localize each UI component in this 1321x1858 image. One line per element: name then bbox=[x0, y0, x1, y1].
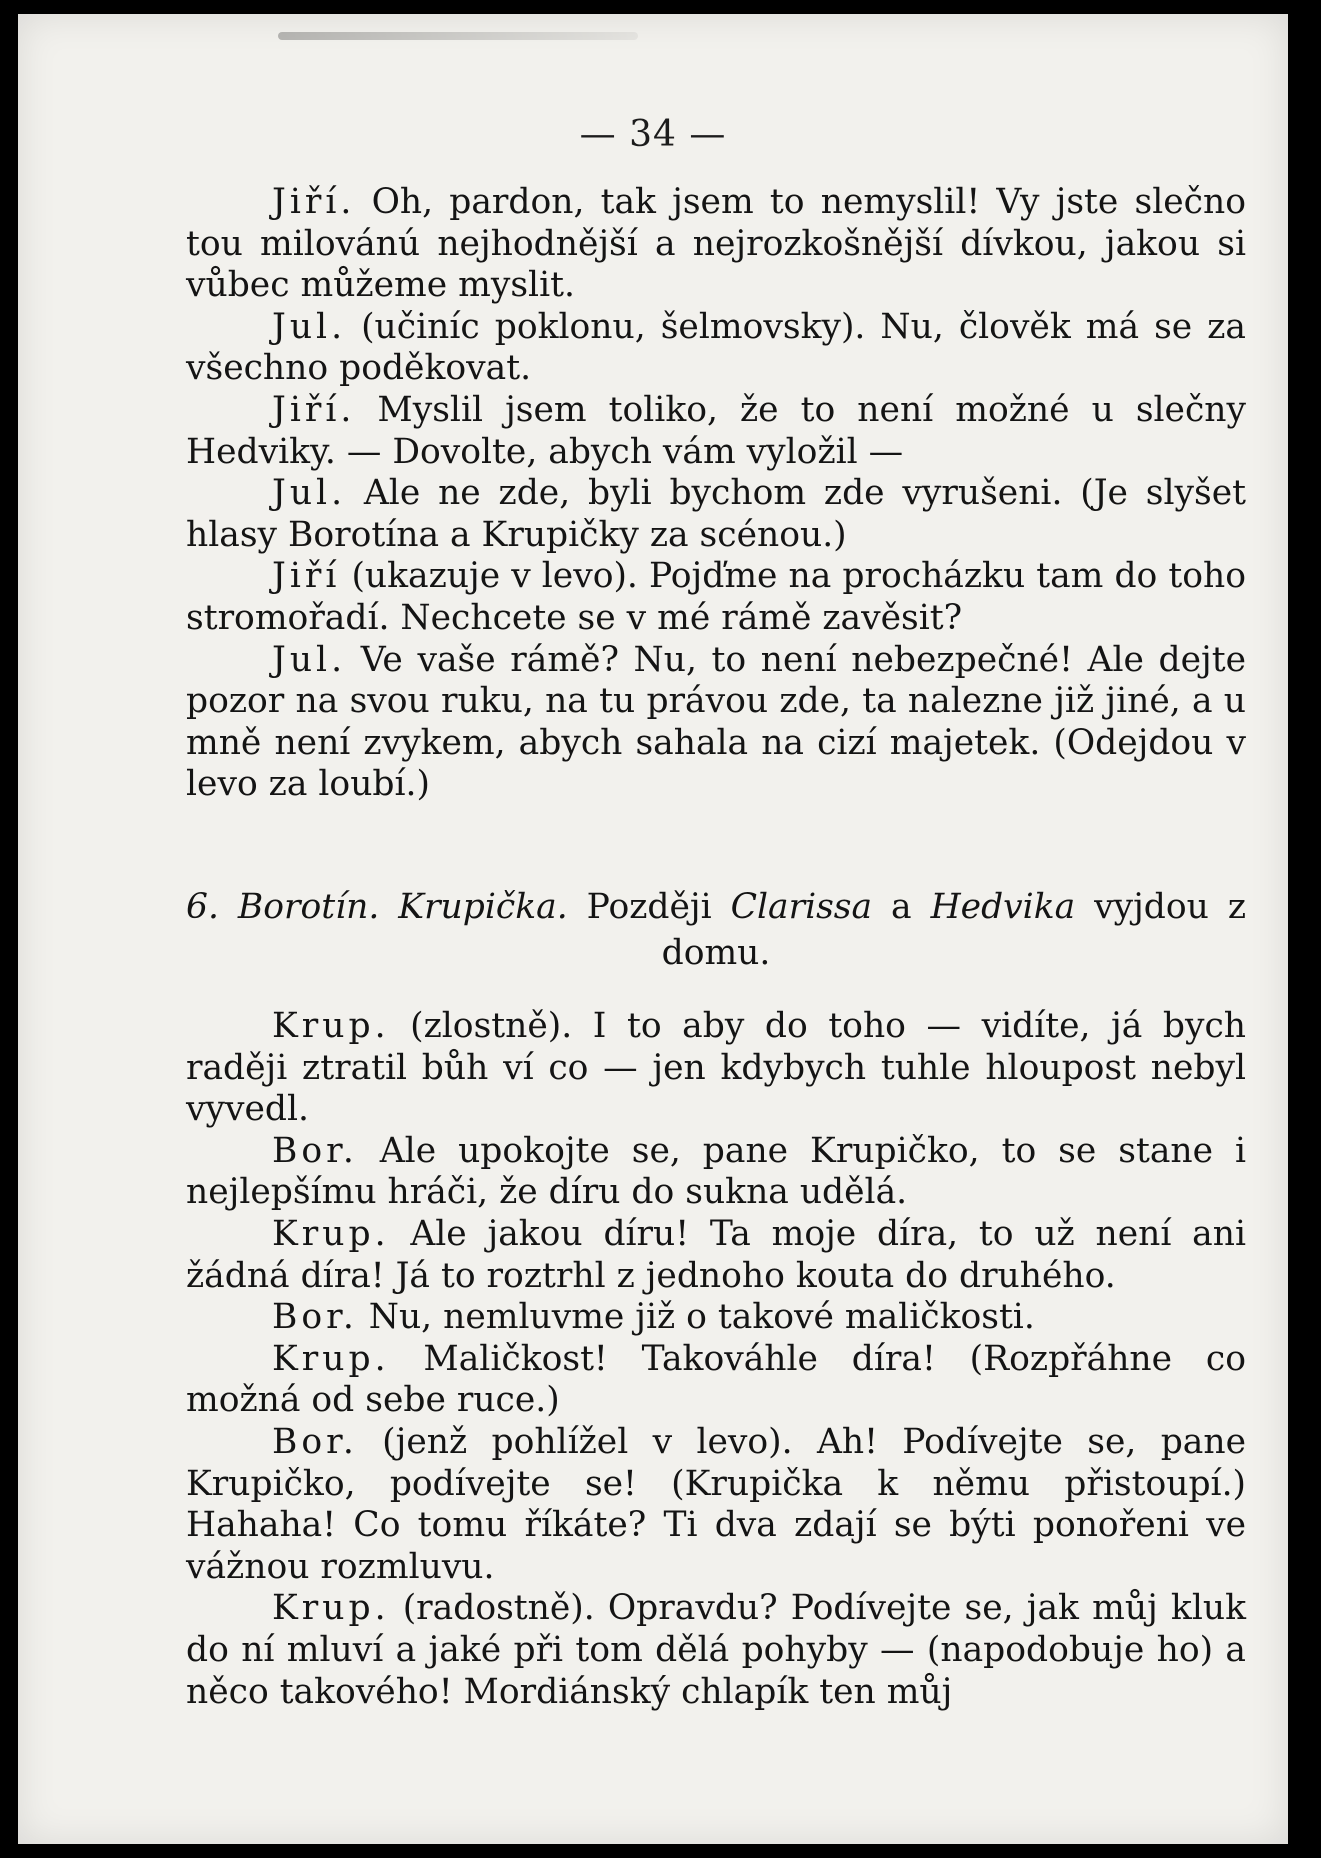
scene-character-hedvika: Hedvika bbox=[930, 887, 1076, 927]
scene-heading bbox=[186, 884, 1246, 976]
speaker-name: Bor. bbox=[272, 1130, 358, 1171]
scene-conjunction: a bbox=[891, 887, 912, 927]
dialogue-line bbox=[186, 307, 1246, 390]
dialogue-line bbox=[186, 390, 1246, 473]
dialogue-text: Oh, pardon, tak jsem to nemyslil! Vy jste slečno tou milovánú nejhodnější a nejrozkošnější dívkou, jakou si vůbec můžeme myslit. bbox=[186, 182, 1246, 306]
dialogue-text: Ale upokojte se, pane Krupičko, to se stane i nejlepšímu hráči, že díru do sukna udělá. bbox=[186, 1130, 1247, 1213]
speaker-name: Jul. bbox=[272, 639, 347, 680]
speaker-name: Bor. bbox=[272, 1297, 358, 1338]
speaker-name: Jul. bbox=[272, 306, 347, 347]
dialogue-text: (jenž pohlížel v levo). Ah! Podívejte se, pane Krupičko, podívejte se! (Krupička k němu přistoupí.) Hahaha! Co tomu říkáte? Ti dva zdají se býti ponořeni ve vážnou rozmluvu. bbox=[186, 1421, 1246, 1587]
scene-action: vyjdou z domu. bbox=[661, 887, 1247, 973]
speaker-name: Jiří bbox=[272, 556, 341, 597]
book-page bbox=[18, 14, 1288, 1844]
dialogue-block-2 bbox=[186, 1006, 1246, 1713]
dialogue-line bbox=[186, 556, 1246, 639]
dialogue-line bbox=[186, 1588, 1246, 1713]
speaker-name: Krup. bbox=[272, 1213, 390, 1254]
dialogue-line bbox=[186, 1006, 1246, 1131]
dialogue-text: Ale jakou díru! Ta moje díra, to už není ani žádná díra! Já to roztrhl z jednoho kouta do druhého. bbox=[186, 1213, 1247, 1296]
speaker-name: Krup. bbox=[272, 1338, 390, 1379]
dialogue-text: (učiníc poklonu, šelmovsky). Nu, člověk má se za všechno poděkovat. bbox=[186, 306, 1246, 389]
dialogue-line bbox=[186, 473, 1246, 556]
dialogue-block-1 bbox=[186, 182, 1246, 806]
speaker-name: Krup. bbox=[272, 1588, 390, 1629]
speaker-name: Jiří. bbox=[272, 389, 356, 430]
dialogue-text: Nu, nemluvme již o takové maličkosti. bbox=[368, 1297, 1035, 1338]
dialogue-text: Ve vaše rámě? Nu, to není nebezpečné! Ale dejte pozor na svou ruku, na tu právou zde, ta nalezne již jiné, a u mně není zvykem, abych sahala na cizí majetek. (Odejdou v levo za loubí.) bbox=[186, 639, 1247, 805]
speaker-name: Jul. bbox=[272, 473, 347, 514]
dialogue-text: (zlostně). I to aby do toho — vidíte, já bych raději ztratil bůh ví co — jen kdybych tuhle hloupost nebyl vyvedl. bbox=[186, 1006, 1246, 1130]
scene-character-clarissa: Clarissa bbox=[730, 887, 873, 927]
dialogue-line bbox=[186, 1214, 1246, 1297]
dialogue-text: Maličkost! Takováhle díra! (Rozpřáhne co možná od sebe ruce.) bbox=[186, 1338, 1247, 1421]
scan-edge-mark bbox=[278, 32, 638, 40]
speaker-name: Bor. bbox=[272, 1421, 358, 1462]
dialogue-text: (ukazuje v levo). Pojďme na procházku tam do toho stromořadí. Nechcete se v mé rámě zavěsit? bbox=[186, 556, 1247, 638]
speaker-name: Jiří. bbox=[272, 182, 356, 222]
page-number: — 34 — bbox=[579, 114, 727, 155]
dialogue-line bbox=[186, 1131, 1246, 1214]
dialogue-line bbox=[186, 1297, 1246, 1339]
scene-characters: Borotín. Krupička. bbox=[237, 887, 568, 927]
dialogue-text: Myslil jsem toliko, že to není možné u slečny Hedviky. — Dovolte, abych vám vyložil — bbox=[186, 389, 1247, 472]
dialogue-line bbox=[186, 1422, 1246, 1588]
speaker-name: Krup. bbox=[272, 1006, 390, 1046]
scene-number: 6. bbox=[186, 887, 219, 927]
scene-later: Později bbox=[586, 887, 712, 927]
dialogue-line bbox=[186, 1339, 1246, 1422]
dialogue-line bbox=[186, 640, 1246, 806]
dialogue-text: (radostně). Opravdu? Podívejte se, jak můj kluk do ní mluví a jaké při tom dělá pohyby — (napodobuje ho) a něco takového! Mordiánský chlapík ten můj bbox=[186, 1588, 1246, 1712]
dialogue-line bbox=[186, 182, 1246, 307]
dialogue-text: Ale ne zde, byli bychom zde vyrušeni. (Je slyšet hlasy Borotína a Krupičky za scénou.) bbox=[186, 473, 1246, 555]
